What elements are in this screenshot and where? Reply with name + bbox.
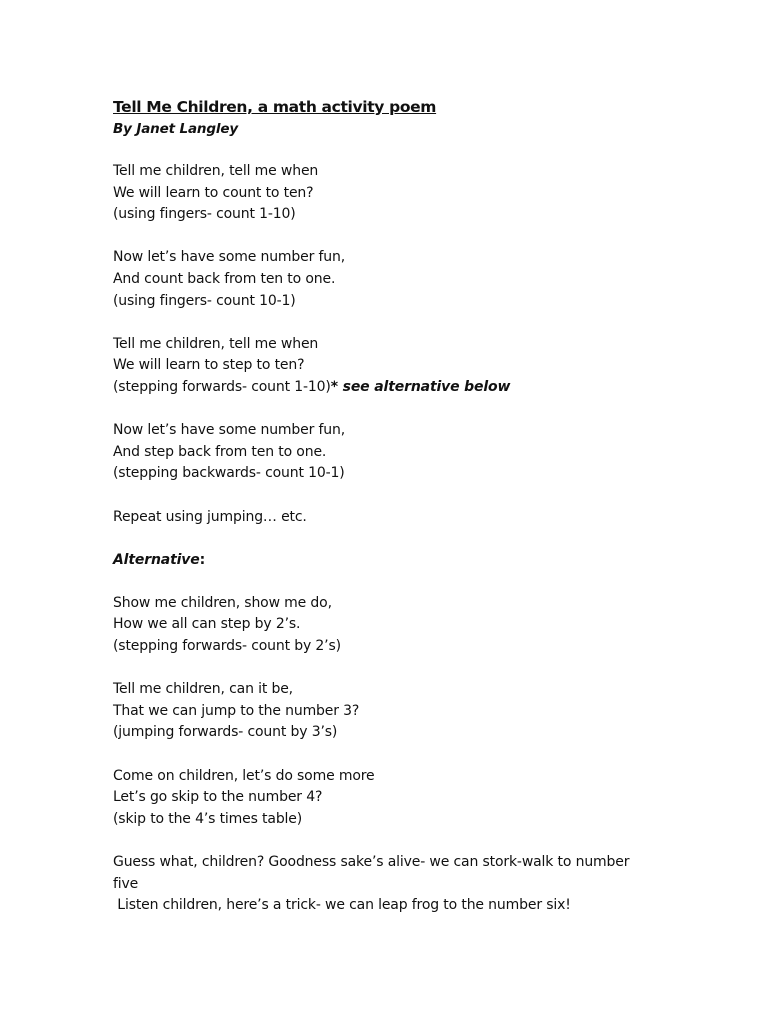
stanza-line: Tell me children, can it be, bbox=[113, 681, 293, 698]
final-stanza bbox=[113, 852, 653, 917]
stanza-6 bbox=[113, 679, 653, 744]
final-line-1: Guess what, children? Goodness sake’s alive- we can stork-walk to number five bbox=[113, 854, 630, 892]
stanza-line: And step back from ten to one. bbox=[113, 443, 327, 460]
stanza-line: That we can jump to the number 3? bbox=[113, 702, 360, 719]
stanza-4 bbox=[113, 420, 653, 485]
stanza-line: Come on children, let’s do some more bbox=[113, 767, 375, 784]
alternative-heading-row bbox=[113, 550, 653, 572]
repeat-line: Repeat using jumping… etc. bbox=[113, 508, 307, 525]
alternative-section bbox=[113, 550, 653, 572]
stanza-line: (jumping forwards- count by 3’s) bbox=[113, 724, 338, 741]
alternative-heading: Alternative bbox=[113, 551, 200, 568]
stanza-7 bbox=[113, 766, 653, 831]
stanza-line: (using fingers- count 1-10) bbox=[113, 206, 296, 223]
stanza-line: How we all can step by 2’s. bbox=[113, 616, 301, 633]
stanza-line: We will learn to step to ten? bbox=[113, 357, 305, 374]
stanza-line-with-note bbox=[113, 377, 653, 399]
alternative-colon: : bbox=[199, 551, 206, 568]
stanza-1 bbox=[113, 161, 653, 226]
stanza-line: We will learn to count to ten? bbox=[113, 184, 314, 201]
stanza-line: Let’s go skip to the number 4? bbox=[113, 789, 323, 806]
stanza-line: Now let’s have some number fun, bbox=[113, 249, 346, 266]
final-line-2: Listen children, here’s a trick- we can leap frog to the number six! bbox=[113, 897, 571, 914]
stanza-line: (using fingers- count 10-1) bbox=[113, 292, 296, 309]
alternative-note: * see alternative below bbox=[330, 378, 511, 395]
poem-title: Tell Me Children, a math activity poem bbox=[113, 98, 437, 116]
stanza-line: (stepping backwards- count 10-1) bbox=[113, 465, 345, 482]
poem-byline: By Janet Langley bbox=[113, 121, 239, 137]
stanza-line: (stepping forwards- count by 2’s) bbox=[113, 638, 341, 655]
stanza-5 bbox=[113, 593, 653, 658]
stanza-line-text: (stepping forwards- count 1-10) bbox=[113, 378, 331, 395]
stanza-line: Tell me children, tell me when bbox=[113, 163, 319, 179]
stanza-2 bbox=[113, 247, 653, 312]
stanza-line: And count back from ten to one. bbox=[113, 270, 336, 287]
poem-content bbox=[113, 96, 653, 917]
repeat-paragraph bbox=[113, 507, 653, 529]
stanza-line: Show me children, show me do, bbox=[113, 594, 332, 611]
stanza-3 bbox=[113, 334, 653, 399]
stanza-line: Now let’s have some number fun, bbox=[113, 422, 346, 439]
stanza-line: Tell me children, tell me when bbox=[113, 335, 319, 352]
stanza-line: (skip to the 4’s times table) bbox=[113, 810, 303, 827]
